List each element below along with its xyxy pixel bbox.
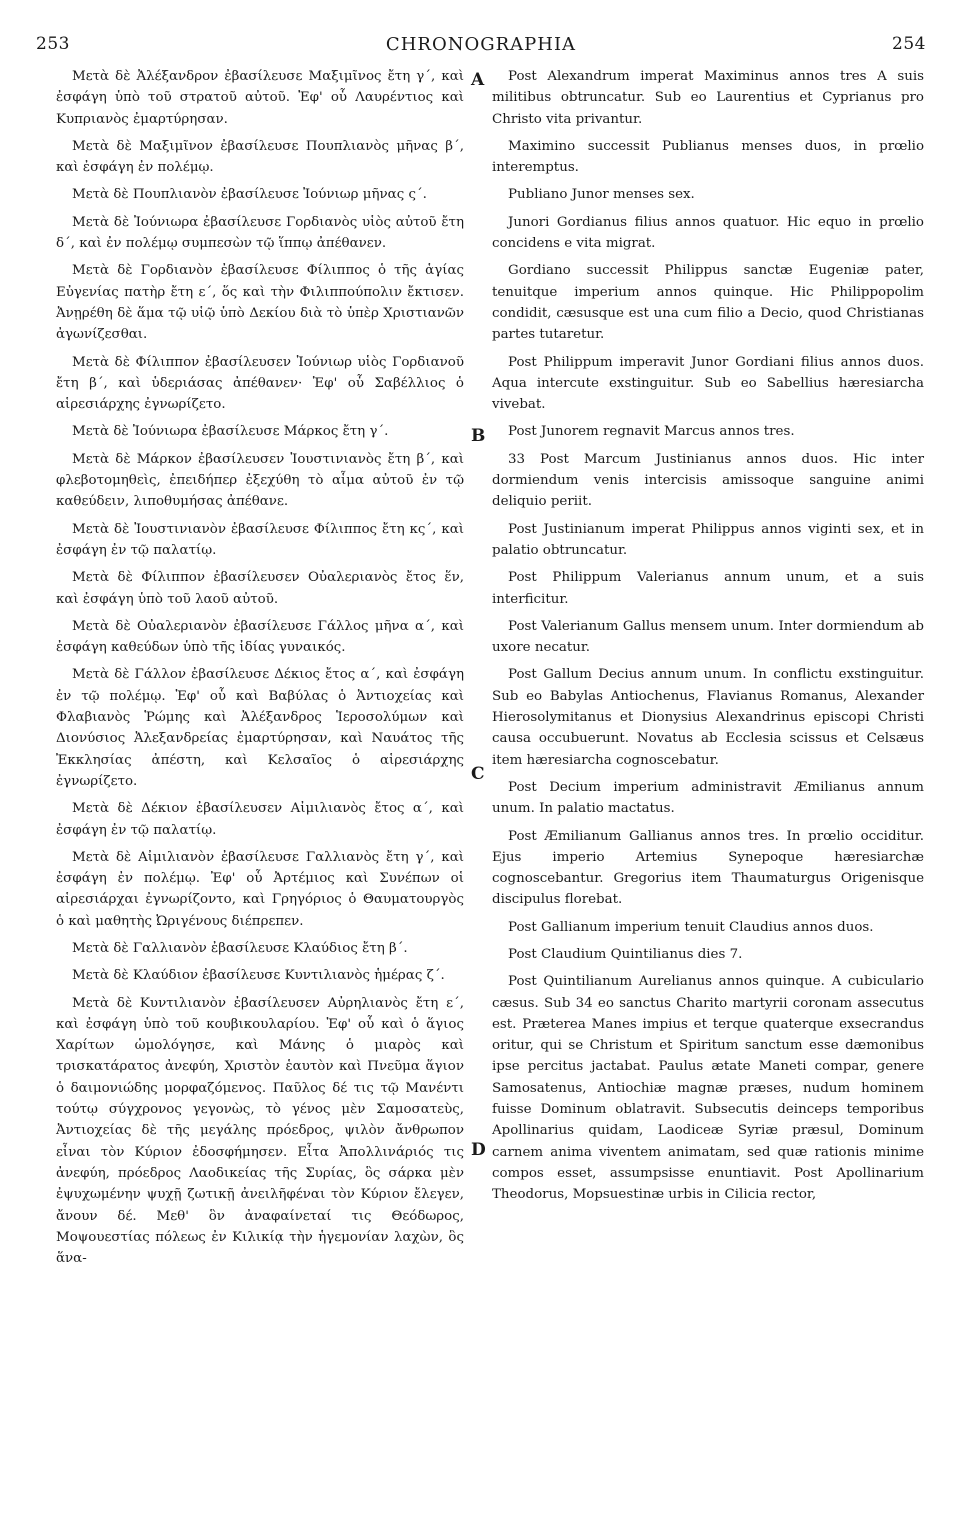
greek-paragraph: Μετὰ δὲ Μαξιμῖνον ἐβασίλευσε Πουπλιανὸς μῆνας β΄, καὶ ἐσφάγη ἐν πολέμῳ. xyxy=(56,138,464,176)
greek-paragraph: Μετὰ δὲ Φίλιππον ἐβασίλευσεν Οὐαλεριανὸς ἔτος ἕν, καὶ ἐσφάγη ὑπὸ τοῦ λαοῦ αὐτοῦ. xyxy=(56,570,464,607)
latin-paragraph: Publiano Junor menses sex. xyxy=(508,187,695,203)
latin-paragraph: Post Junorem regnavit Marcus annos tres. xyxy=(508,424,795,440)
latin-paragraph: Junori Gordianus filius annos quatuor. Hic equo in prœlio concidens e vita migrat. xyxy=(492,214,924,252)
greek-paragraph: Μετὰ δὲ Μάρκον ἐβασίλευσεν Ἰουστινιανὸς ἔτη β΄, καὶ φλεβοτομηθεὶς, ἐπειδήπερ ἐξεχύθη τὸ αἷμα αὐτοῦ ἐν τῷ καθεύδειν, λιποθυμήσας ἀπέθανε. xyxy=(56,451,464,510)
greek-paragraph: Μετὰ δὲ Φίλιππον ἐβασίλευσεν Ἰούνιωρ υἱὸς Γορδιανοῦ ἔτη β΄, καὶ ὑδεριάσας ἀπέθανεν· Ἐφ' οὗ Σαβέλλιος ὁ αἱρεσιάρχης ἐγνωρίζετο. xyxy=(56,354,464,413)
latin-paragraph: Post Alexandrum imperat Maximinus annos tres A suis militibus obtruncatur. Sub eo Laurentius et Cyprianus pro Christo vita privantur. xyxy=(492,69,924,127)
margin-letter-c: C xyxy=(471,764,485,784)
latin-paragraph: Post Gallianum imperium tenuit Claudius annos duos. xyxy=(508,919,874,935)
latin-paragraph: 33 Post Marcum Justinianus annos duos. Hic inter dormiendum venis intercisis amissoque sanguine animi deliquio periit. xyxy=(492,451,924,510)
latin-paragraph: Post Quintilianum Aurelianus annos quinque. A cubiculario cæsus. Sub 34 eo sanctus Charito martyrii coronam assecutus est. Præterea Manes impius et terque quaterque exsecrandus oritur, qui se Christum et Spiritum sanctum esse dæmonibus ipse percitus jactabat. Paulus ætate Maneti compar, genere Samosatenus, Antiochiæ magnæ præses, nudum hominem fuisse Dominum oblatravit. Subsecutis deinceps temporibus Apollinarius quidam, Laodiceæ Syriæ præsul, Dominum carnem anima viventem animatam, sed quæ rationis minime compos esset, assumpsisse enuntiavit. Post Apollinarium Theodorus, Mopsuestinæ urbis in Cilicia rector, xyxy=(492,974,924,1203)
greek-paragraph: Μετὰ δὲ Ἀλέξανδρον ἐβασίλευσε Μαξιμῖνος ἔτη γ΄, καὶ ἐσφάγη ὑπὸ τοῦ στρατοῦ αὐτοῦ. Ἐφ' οὗ Λαυρέντιος καὶ Κυπριανὸς ἐμαρτύρησαν. xyxy=(56,69,464,127)
margin-letter-d: D xyxy=(471,1140,486,1160)
greek-paragraph: Μετὰ δὲ Ἰούνιωρα ἐβασίλευσε Γορδιανὸς υἱὸς αὐτοῦ ἔτη δ΄, καὶ ἐν πολέμῳ συμπεσὼν τῷ ἵππῳ ἀπέθανεν. xyxy=(56,214,464,252)
greek-paragraph: Μετὰ δὲ Γαλλιανὸν ἐβασίλευσε Κλαύδιος ἔτη β΄. xyxy=(72,940,408,956)
greek-paragraph: Μετὰ δὲ Αἰμιλιανὸν ἐβασίλευσε Γαλλιανὸς ἔτη γ΄, καὶ ἐσφάγη ἐν πολέμῳ. Ἐφ' οὗ Ἀρτέμιος καὶ Συνέπων οἱ αἱρεσιάρχαι ἐγνωρίζοντο, καὶ Γρηγόριος ὁ Θαυματουργὸς ὁ καὶ μαθητὴς Ὠριγένους διέπρεπεν. xyxy=(56,849,464,929)
latin-column xyxy=(492,66,924,1212)
latin-paragraph: Post Philippum Valerianus annum unum, et a suis interficitur. xyxy=(492,570,924,607)
margin-letter-b: B xyxy=(471,426,486,446)
latin-paragraph: Post Valerianum Gallus mensem unum. Inter dormiendum ab uxore necatur. xyxy=(492,618,924,656)
margin-letter-a: A xyxy=(471,70,485,90)
latin-paragraph: Post Gallum Decius annum unum. In conflictu exstinguitur. Sub eo Babylas Antiochenus, Flavianus Romanus, Alexander Hierosolymitanus et Dionysius Alexandrinus episcopi Christi causa occubuerunt. Novatus ab Ecclesia scissus et Celsæus item hæresiarcha cognoscebatur. xyxy=(492,667,924,768)
greek-paragraph: Μετὰ δὲ Γορδιανὸν ἐβασίλευσε Φίλιππος ὁ τῆς ἁγίας Εὐγενίας πατὴρ ἔτη ε΄, ὅς καὶ τὴν Φιλιππούπολιν ἔκτισεν. Ἀνῃρέθη δὲ ἅμα τῷ υἱῷ ὑπὸ Δεκίου διὰ τὸ ὑπὲρ Χριστιανῶν ἀγωνίζεσθαι. xyxy=(56,263,464,343)
latin-paragraph: Post Claudium Quintilianus dies 7. xyxy=(508,946,743,962)
latin-paragraph: Maximino successit Publianus menses duos, in prœlio interemptus. xyxy=(492,138,924,176)
running-title: CHRONOGRAPHIA xyxy=(385,34,577,55)
greek-paragraph: Μετὰ δὲ Δέκιον ἐβασίλευσεν Αἰμιλιανὸς ἔτος α΄, καὶ ἐσφάγη ἐν τῷ παλατίῳ. xyxy=(56,801,464,838)
greek-column xyxy=(56,66,464,1275)
latin-paragraph: Post Decium imperium administravit Æmilianus annum unum. In palatio mactatus. xyxy=(492,779,924,817)
greek-paragraph: Μετὰ δὲ Ἰούνιωρα ἐβασίλευσε Μάρκος ἔτη γ΄. xyxy=(72,424,389,440)
page-header xyxy=(36,34,926,58)
greek-paragraph: Μετὰ δὲ Γάλλον ἐβασίλευσε Δέκιος ἔτος α΄, καὶ ἐσφάγη ἐν τῷ πολέμῳ. Ἐφ' οὗ καὶ Βαβύλας ὁ Ἀντιοχείας καὶ Φλαβιανὸς Ῥώμης καὶ Ἀλέξανδρος Ἱεροσολύμων καὶ Διονύσιος Ἀλεξανδρείας ἐμαρτύρησαν, καὶ Ναυάτος τῆς Ἐκκλησίας ἀπέστη, καὶ Κελσαῖος ὁ αἱρεσιάρχης ἐγνωρίζετο. xyxy=(56,667,464,789)
latin-paragraph: Gordiano successit Philippus sanctæ Eugeniæ pater, tenuitque imperium annos quinque. Hic Philippopolim condidit, cæsusque est una cum filio a Decio, quod Christianas partes tutaretur. xyxy=(492,263,924,343)
latin-paragraph: Post Justinianum imperat Philippus annos viginti sex, et in palatio obtruncatur. xyxy=(492,521,924,558)
page-number-left: 253 xyxy=(36,34,70,54)
page-number-right: 254 xyxy=(892,34,926,54)
greek-paragraph: Μετὰ δὲ Ἰουστινιανὸν ἐβασίλευσε Φίλιππος ἔτη κς΄, καὶ ἐσφάγη ἐν τῷ παλατίῳ. xyxy=(56,521,464,558)
greek-paragraph: Μετὰ δὲ Οὐαλεριανὸν ἐβασίλευσε Γάλλος μῆνα α΄, καὶ ἐσφάγη καθεύδων ὑπὸ τῆς ἰδίας γυναικός. xyxy=(56,618,464,656)
greek-paragraph: Μετὰ δὲ Κλαύδιον ἐβασίλευσε Κυντιλιανὸς ἡμέρας ζ΄. xyxy=(72,968,445,984)
greek-paragraph: Μετὰ δὲ Πουπλιανὸν ἐβασίλευσε Ἰούνιωρ μῆνας ς΄. xyxy=(72,187,427,203)
greek-paragraph: Μετὰ δὲ Κυντιλιανὸν ἐβασίλευσεν Αὐρηλιανὸς ἔτη ε΄, καὶ ἐσφάγη ὑπὸ τοῦ κουβικουλαρίου. Ἐφ' οὗ καὶ ὁ ἅγιος Χαρίτων ὡμολόγησε, καὶ Μάνης ὁ μιαρὸς καὶ τρισκατάρατος ἀνεφύη, Χριστὸν ἑαυτὸν καὶ Πνεῦμα ἅγιον ὁ δαιμονιώδης μορφαζόμενος. Παῦλος δέ τις τῷ Μανέντι τούτῳ σύγχρονος γεγονὼς, τὸ γένος μὲν Σαμοσατεὺς, Ἀντιοχείας δὲ τῆς μεγάλης πρόεδρος, ψιλὸν ἄνθρωπον εἶναι τὸν Κύριον ἐδοσφήμησεν. Εἶτα Ἀπολλινάριός τις ἀνεφύη, πρόεδρος Λαοδικείας τῆς Συρίας, ὃς σάρκα μὲν ἐψυχωμένην ψυχῇ ζωτικῇ ἀνειλῆφέναι τὸν Κύριον ἔλεγεν, ἄνουν δέ. Μεθ' ὃν ἀναφαίνεταί τις Θεόδωρος, Μοψουεστίας πόλεως ἐν Κιλικίᾳ τὴν ἡγεμονίαν λαχὼν, ὃς ἅνα- xyxy=(56,995,464,1267)
latin-paragraph: Post Æmilianum Gallianus annos tres. In prœlio occiditur. Ejus imperio Artemius Synepoque hæresiarchæ cognoscebantur. Gregorius item Thaumaturgus Origenisque discipulus florebat. xyxy=(492,828,924,908)
latin-paragraph: Post Philippum imperavit Junor Gordiani filius annos duos. Aqua intercute exstinguitur. Sub eo Sabellius hæresiarcha vivebat. xyxy=(492,354,924,413)
